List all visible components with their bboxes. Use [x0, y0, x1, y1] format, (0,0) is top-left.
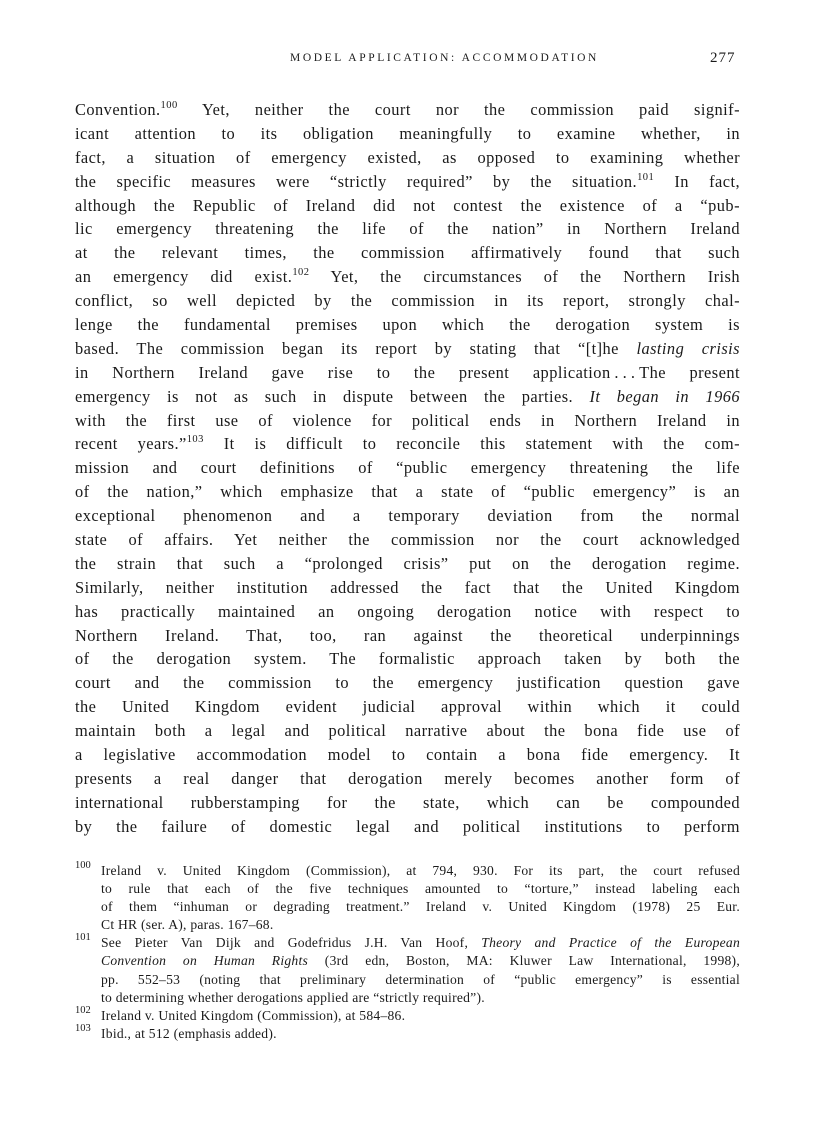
body-line: recent years.”$^{103}$ It is difficult to reconcile this statement with the com- — [75, 434, 740, 454]
footnote-line: of them “inhuman or degrading treatment.” Ireland v. United Kingdom (1978) 25 Eur. — [101, 899, 740, 915]
body-line: although the Republic of Ireland did not contest the existence of a “pub- — [75, 195, 740, 215]
body-line: presents a real danger that derogation merely becomes another form of — [75, 768, 740, 788]
body-line: Similarly, neither institution addressed the fact that the United Kingdom — [75, 577, 740, 597]
page-number: 277 — [710, 50, 736, 66]
body-line: Convention.$^{100}$ Yet, neither the court nor the commission paid signif- — [75, 100, 740, 119]
body-line: exceptional phenomenon and a temporary deviation from the normal — [75, 506, 740, 526]
footnote-number: 103 — [75, 1022, 91, 1034]
footnote — [75, 862, 740, 934]
body-line: the strain that such a “prolonged crisis” put on the derogation regime. — [75, 553, 740, 573]
running-title: MODEL APPLICATION: ACCOMMODATION — [290, 52, 599, 64]
footnotes — [75, 862, 740, 1043]
italic-text: Convention on Human Rights — [101, 953, 309, 969]
body-text — [75, 98, 740, 839]
body-line: an emergency did exist.$^{102}$ Yet, the circumstances of the Northern Irish — [75, 267, 740, 287]
body-line: based. The commission began its report by stating that “[t]he lasting crisis — [75, 338, 740, 358]
footnote-reference: 103 — [186, 434, 204, 446]
footnote-number: 101 — [75, 932, 91, 944]
body-line: a legislative accommodation model to contain a bona fide emergency. It — [75, 745, 740, 765]
body-line: at the relevant times, the commission affirmatively found that such — [75, 243, 740, 263]
body-line: the specific measures were “strictly required” by the situation.$^{101}$ In fact, — [75, 171, 741, 191]
footnote-line: pp. 552–53 (noting that preliminary determination of “public emergency” is essential — [101, 971, 740, 987]
italic-text: It began in 1966 — [589, 386, 741, 406]
body-line: Northern Ireland. That, too, ran against the theoretical underpinnings — [75, 625, 740, 645]
body-line: of the derogation system. The formalistic approach taken by both the — [75, 649, 740, 669]
footnote — [75, 934, 740, 1006]
body-line: lenge the fundamental premises upon which the derogation system is — [75, 315, 740, 335]
italic-text: lasting crisis — [636, 338, 740, 358]
footnote-number: 100 — [75, 860, 91, 871]
footnote-line: Ct HR (ser. A), paras. 167–68. — [101, 917, 274, 933]
footnote-line: Ibid., at 512 (emphasis added). — [101, 1025, 277, 1041]
body-line: emergency is not as such in dispute between the parties. It began in 1966 — [75, 386, 741, 406]
body-line: of the nation,” which emphasize that a state of “public emergency” is an — [75, 482, 740, 502]
footnote-line: Convention on Human Rights (3rd edn, Boston, MA: Kluwer Law International, 1998), — [101, 953, 740, 969]
footnote-reference: 100 — [160, 100, 178, 111]
footnote — [75, 1004, 740, 1025]
footnote-line: Ireland v. United Kingdom (Commission), at 794, 930. For its part, the court refused — [101, 863, 740, 878]
footnote-line: See Pieter Van Dijk and Godefridus J.H. Van Hoof, Theory and Practice of the European — [101, 935, 740, 951]
body-line: with the first use of violence for political ends in Northern Ireland in — [75, 410, 740, 430]
body-line: international rubberstamping for the state, which can be compounded — [75, 792, 740, 812]
footnote-reference: 102 — [292, 267, 310, 279]
body-line: fact, a situation of emergency existed, as opposed to examining whether — [75, 147, 740, 167]
body-line: in Northern Ireland gave rise to the present application . . . The present — [75, 362, 740, 382]
body-line: state of affairs. Yet neither the commission nor the court acknowledged — [75, 530, 740, 550]
body-line: maintain both a legal and political narrative about the bona fide use of — [75, 721, 740, 741]
body-line: the United Kingdom evident judicial approval within which it could — [75, 697, 740, 717]
footnote-number: 102 — [75, 1004, 91, 1016]
body-line: icant attention to its obligation meaningfully to examine whether, in — [75, 123, 740, 143]
body-line: lic emergency threatening the life of the nation” in Northern Ireland — [75, 219, 740, 239]
footnote-reference: 101 — [637, 171, 655, 183]
footnote-line: to determining whether derogations applied are “strictly required”). — [101, 989, 485, 1005]
italic-text: Theory and Practice of the European — [481, 935, 740, 951]
body-line: by the failure of domestic legal and political institutions to perform — [75, 816, 740, 836]
footnote-line: to rule that each of the five techniques amounted to “torture,” instead labeling each — [101, 881, 740, 897]
body-line: conflict, so well depicted by the commission in its report, strongly chal- — [75, 291, 740, 311]
footnote — [75, 1022, 740, 1043]
body-line: court and the commission to the emergency justification question gave — [75, 673, 740, 693]
footnote-line: Ireland v. United Kingdom (Commission), at 584–86. — [101, 1007, 406, 1023]
body-line: has practically maintained an ongoing derogation notice with respect to — [75, 601, 740, 621]
body-line: mission and court definitions of “public emergency threatening the life — [75, 458, 740, 478]
